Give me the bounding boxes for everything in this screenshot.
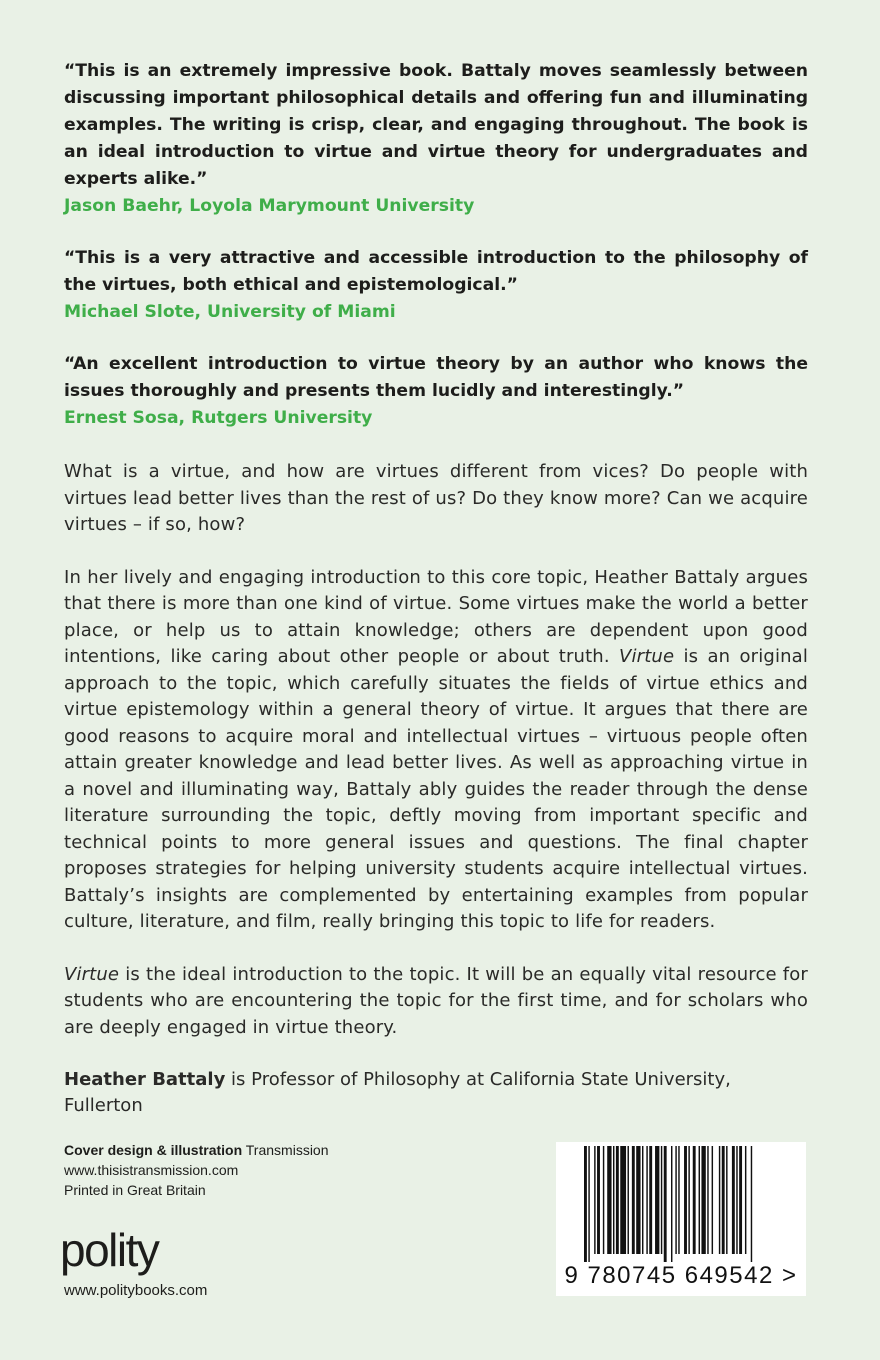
cover-design-value: Transmission <box>242 1142 329 1158</box>
barcode-bar <box>628 1146 629 1254</box>
barcode-bar <box>597 1146 600 1254</box>
author-bio <box>64 1067 808 1119</box>
printed-in: Printed in Great Britain <box>64 1182 206 1198</box>
barcode-bar <box>594 1146 595 1254</box>
quote-attribution: Ernest Sosa, Rutgers University <box>64 408 373 428</box>
barcode-bar <box>712 1146 713 1254</box>
barcode-bar <box>588 1146 589 1262</box>
book-title-italic: Virtue <box>619 646 675 667</box>
barcode-bar <box>584 1146 587 1262</box>
designer-website: www.thisistransmission.com <box>64 1162 239 1178</box>
polity-logo: polity <box>60 1224 159 1276</box>
quote-slote <box>64 245 808 326</box>
barcode-bar <box>655 1146 659 1254</box>
barcode-bar <box>699 1146 700 1254</box>
description-paragraph-3 <box>64 962 808 1042</box>
quote-attribution: Jason Baehr, Loyola Marymount University <box>64 196 475 216</box>
barcode-bar <box>649 1146 652 1254</box>
barcode-bar <box>671 1146 672 1262</box>
barcode-bar <box>707 1146 708 1254</box>
description-paragraph-2 <box>64 565 808 936</box>
barcode-bar <box>632 1146 635 1254</box>
publisher-website: www.politybooks.com <box>64 1282 208 1299</box>
barcode-bar <box>646 1146 647 1254</box>
quote-text: “This is a very attractive and accessible introduction to the philosophy of the virtues, both ethical and epistemological.” <box>64 248 808 295</box>
text-span: In her lively and engaging introduction to this core topic, Heather Battaly argues that there is more than one kind of virtue. Some virtues make the world a better place, or help us to attain knowledge; others are dependent upon good intentions, like caring about other people or about truth. <box>64 566 808 667</box>
text-span: is the ideal introduction to the topic. It will be an equally vital resource for students who are encountering the topic for the first time, and for scholars who are deeply engaged in virtue theory. <box>64 963 808 1038</box>
cover-credits <box>64 1140 329 1200</box>
quote-text: “This is an extremely impressive book. Battaly moves seamlessly between discussing important philosophical details and offering fun and illuminating examples. The writing is crisp, clear, and engaging throughout. The book is an ideal introduction to virtue and virtue theory for undergraduates and experts alike.” <box>64 61 808 189</box>
barcode-bar <box>736 1146 737 1254</box>
barcode-bar <box>745 1146 746 1254</box>
isbn-number: 9 780745 649542 > <box>564 1262 798 1289</box>
barcode-bar <box>613 1146 614 1254</box>
barcode-bar <box>636 1146 640 1254</box>
barcode-bar <box>732 1146 735 1254</box>
description-paragraph-1: What is a virtue, and how are virtues different from vices? Do people with virtues lead better lives than the rest of us? Do they know more? Can we acquire virtues – if so, how? <box>64 461 808 535</box>
isbn-barcode <box>556 1142 806 1296</box>
barcode-bar <box>688 1146 689 1254</box>
quote-sosa <box>64 351 808 432</box>
barcode-bar <box>620 1146 626 1254</box>
quote-attribution: Michael Slote, University of Miami <box>64 302 396 322</box>
barcode-bar <box>693 1146 696 1254</box>
barcode-bar <box>684 1146 687 1254</box>
barcode-bar <box>675 1146 676 1254</box>
barcode-bar <box>719 1146 720 1254</box>
barcode-bar <box>607 1146 611 1254</box>
barcode-bar <box>678 1146 679 1254</box>
author-bio-text: is Professor of Philosophy at California State University, Fullerton <box>64 1069 731 1116</box>
barcode-bar <box>603 1146 604 1254</box>
barcode-bar <box>751 1146 752 1262</box>
barcode-bar <box>701 1146 705 1254</box>
barcode-bar <box>722 1146 725 1254</box>
quote-baehr <box>64 58 808 220</box>
text-span: is an original approach to the topic, which carefully situates the fields of virtue ethics and virtue epistemology within a general theory of virtue. It argues that there are good reasons to acquire moral and intellectual virtues – virtuous people often attain greater knowledge and lead better lives. As well as approaching virtue in a novel and illuminating way, Battaly ably guides the reader through the dense literature surrounding the topic, deftly moving from important specific and technical points to more general issues and questions. The final chapter proposes strategies for helping university students acquire intellectual virtues. Battaly’s insights are complemented by entertaining examples from popular culture, literature, and film, really bringing this topic to life for readers. <box>64 646 808 932</box>
barcode-bar <box>739 1146 742 1254</box>
quote-text: “An excellent introduction to virtue theory by an author who knows the issues thoroughly and presents them lucidly and interestingly.” <box>64 354 808 401</box>
book-title-italic: Virtue <box>64 963 120 985</box>
barcode-bar <box>642 1146 643 1254</box>
barcode-bar <box>661 1146 662 1254</box>
cover-design-label: Cover design & illustration <box>64 1142 243 1158</box>
back-cover-content <box>64 58 808 1119</box>
barcode-bar <box>664 1146 667 1262</box>
barcode-bar <box>616 1146 619 1254</box>
barcode-bar <box>726 1146 727 1254</box>
author-name: Heather Battaly <box>64 1069 226 1090</box>
cover-design-line <box>64 1140 329 1160</box>
